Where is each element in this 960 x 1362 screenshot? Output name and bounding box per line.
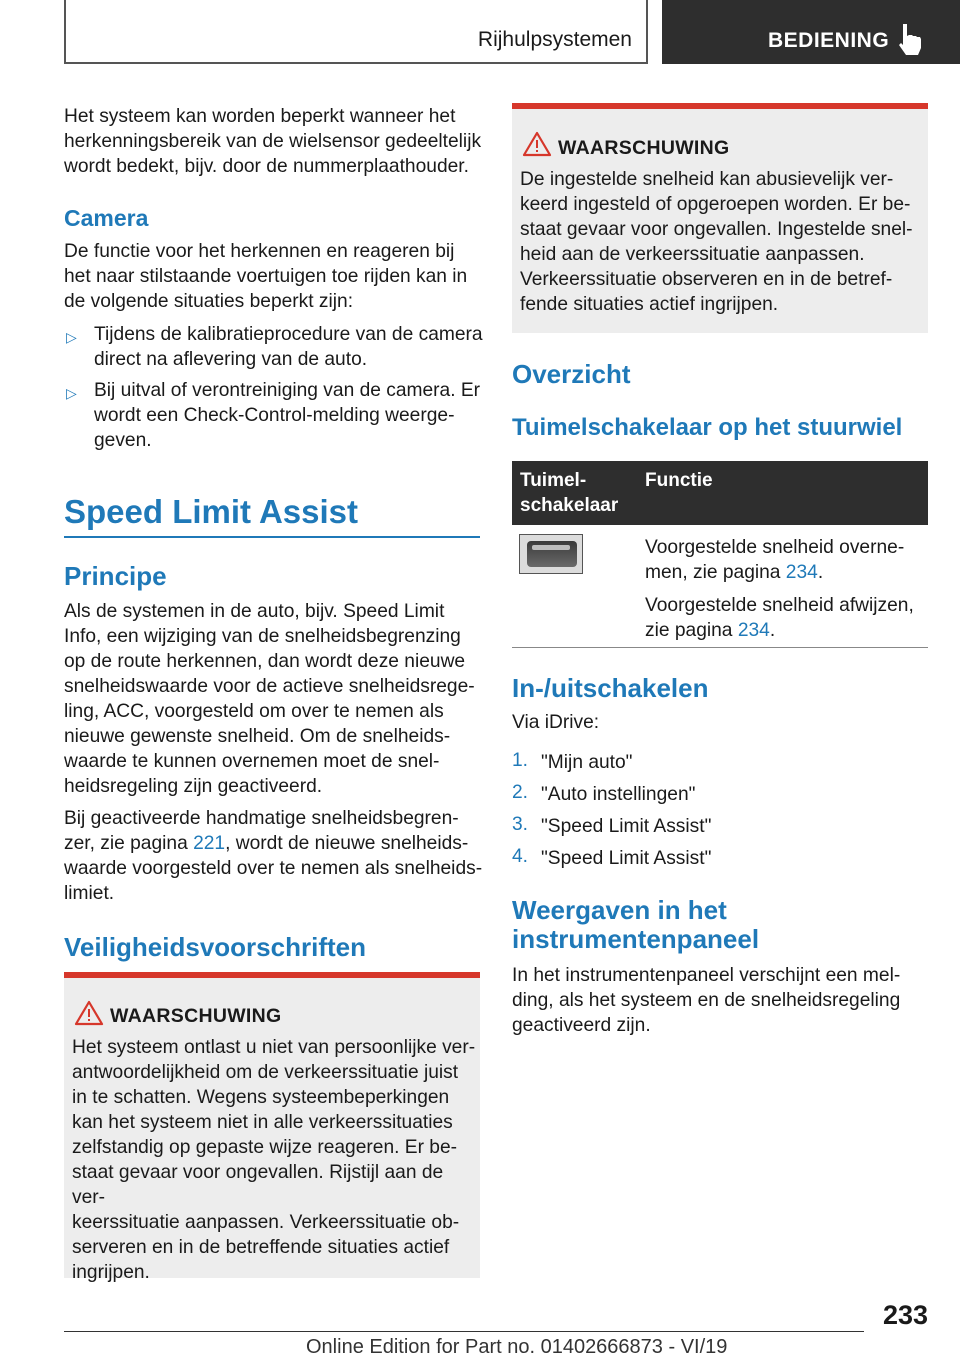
principe-line: op de route herkennen, dan wordt deze nieuwe [64,651,466,672]
display-line: In het instrumentenpaneel verschijnt een mel- [512,965,901,986]
intro-line: Het systeem kan worden beperkt wanneer het [64,106,456,127]
bullet-line: direct na aflevering van de auto. [94,349,368,370]
principe-line: Bij geactiveerde handmatige snelheidsbegren- [64,808,459,829]
section-title: Rijhulpsystemen [477,28,632,51]
text-span: zie pagina [645,620,738,641]
warning-line: fende situaties actief ingrijpen. [520,294,779,315]
warning-line: serveren en in de betreffende situaties actief [72,1237,450,1258]
onoff-heading: In-/uitschakelen [512,673,709,703]
text-span: , wordt de nieuwe snelheids- [225,833,469,854]
bullet-line: geven. [94,430,152,451]
camera-paragraph [64,239,484,314]
warning-line: ingrijpen. [72,1262,150,1283]
warning-line: staat gevaar voor ongevallen. Rijstijl aan de ver- [72,1162,444,1208]
table-header [512,461,928,525]
step-text: "Auto instellingen" [541,784,696,805]
warning-triangle-icon [74,1000,104,1026]
table-cell-function [645,535,928,643]
display-heading [512,896,759,954]
bullet-line: Bij uitval of verontreiniging van de camera. Er [94,380,481,401]
display-paragraph [512,963,932,1038]
pointing-hand-icon [894,22,922,56]
warning-triangle-icon [522,131,552,157]
bullet-arrow-icon: ▷ [66,385,77,401]
switch-body [527,541,577,567]
display-line: ding, als het systeem en de snelheidsregeling [512,990,901,1011]
heading-line: Weergaven in het [512,895,727,925]
function-line [645,560,928,585]
warning-line: zelfstandig op gepaste wijze reageren. Er be- [72,1137,458,1158]
bullet-item [94,378,484,453]
heading-line: instrumentenpaneel [512,924,760,954]
rocker-heading: Tuimelschakelaar op het stuurwiel [512,414,903,441]
principe-line: Als de systemen in de auto, bijv. Speed Limit [64,601,445,622]
text-span: zer, zie pagina [64,833,194,854]
table-rule [512,647,928,648]
step-text: "Mijn auto" [541,752,633,773]
principe-line: ling, ACC, voorgesteld om over te nemen als [64,701,444,722]
main-heading: Speed Limit Assist [64,493,359,530]
step-text: "Speed Limit Assist" [541,848,712,869]
principe-line: heidsregeling zijn geactiveerd. [64,776,323,797]
intro-paragraph [64,104,484,179]
text-span: . [769,620,776,641]
chapter-tab [662,0,960,64]
bullet-line: Tijdens de kalibratieprocedure van de camera [94,324,483,345]
camera-line: het naar stilstaande voertuigen toe rijden kan in [64,266,468,287]
function-line: Voorgestelde snelheid afwijzen, [645,595,914,616]
principe-line [64,831,484,856]
step-number: 1. [512,750,529,771]
principe-paragraph [64,599,484,799]
page-link[interactable]: 221 [193,833,226,854]
camera-line: De functie voor het herkennen en reageren bij [64,241,455,262]
warning-text [520,167,924,317]
principe-paragraph-2 [64,806,484,906]
page-link[interactable]: 234 [737,620,770,641]
warning-text [72,1035,476,1285]
principe-line: snelheidswaarde voor de actieve snelheidsrege- [64,676,475,697]
camera-heading: Camera [64,205,149,231]
warning-line: Het systeem ontlast u niet van persoonlijke ver- [72,1037,476,1058]
via-text: Via iDrive: [512,712,600,733]
warning-line: heid aan de verkeerssituatie aanpassen. [520,244,865,265]
footer-rule [64,1331,864,1332]
principe-line: waarde voorgesteld over te nemen als snelheids- [64,858,483,879]
display-line: geactiveerd zijn. [512,1015,651,1036]
warning-line: keerd ingesteld of opgeroepen worden. Er be- [520,194,911,215]
table-header-col2: Functie [645,470,713,491]
intro-line: herkenningsbereik van de wielsensor gedeeltelijk [64,131,482,152]
header-section-box [64,0,648,64]
warning-title: WAARSCHUWING [558,137,730,159]
bullet-line: wordt een Check-Control-melding weerge- [94,405,455,426]
warning-line: Verkeerssituatie observeren en in de betref- [520,269,893,290]
page-link[interactable]: 234 [785,562,818,583]
warning-line: antwoordelijkheid om de verkeerssituatie juist [72,1062,459,1083]
principe-line: Info, een wijziging van de snelheidsbegrenzing [64,626,461,647]
principe-heading: Principe [64,561,167,591]
header-line: Tuimel- [520,470,587,491]
step-number: 4. [512,846,529,867]
warning-box [64,972,480,1283]
page-number: 233 [882,1300,928,1330]
warning-line: keerssituatie aanpassen. Verkeerssituatie ob- [72,1212,460,1233]
footer-edition: Online Edition for Part no. 01402666873 - VI/19 [306,1336,728,1358]
bullet-item [94,322,484,372]
overview-heading: Overzicht [512,359,631,389]
safety-heading: Veiligheidsvoorschriften [64,932,366,962]
header-line: schakelaar [520,495,619,516]
step-number: 3. [512,814,529,835]
warning-line: in te schatten. Wegens systeembeperkingen [72,1087,450,1108]
warning-line: De ingestelde snelheid kan abusievelijk ver- [520,169,894,190]
text-span: . [817,562,824,583]
text-span: men, zie pagina [645,562,786,583]
warning-line: staat gevaar voor ongevallen. Ingestelde snel- [520,219,913,240]
function-line [645,618,928,643]
chapter-title: BEDIENING [768,29,890,52]
intro-line: wordt bedekt, bijv. door de nummerplaathouder. [64,156,469,177]
warning-box [512,103,928,333]
principe-line: nieuwe gewenste snelheid. Om de snelheids- [64,726,451,747]
table-header-col1 [520,468,618,518]
principe-line: limiet. [64,883,115,904]
step-number: 2. [512,782,529,803]
principe-line: waarde te kunnen overnemen moet de snel- [64,751,440,772]
rocker-switch-icon [519,534,583,574]
warning-line: kan het systeem niet in alle verkeerssituaties [72,1112,453,1133]
step-text: "Speed Limit Assist" [541,816,712,837]
function-line: Voorgestelde snelheid overne- [645,537,905,558]
warning-title: WAARSCHUWING [110,1005,282,1027]
heading-rule [64,536,480,538]
switch-highlight [532,545,570,550]
bullet-arrow-icon: ▷ [66,329,77,345]
camera-line: de volgende situaties beperkt zijn: [64,291,354,312]
